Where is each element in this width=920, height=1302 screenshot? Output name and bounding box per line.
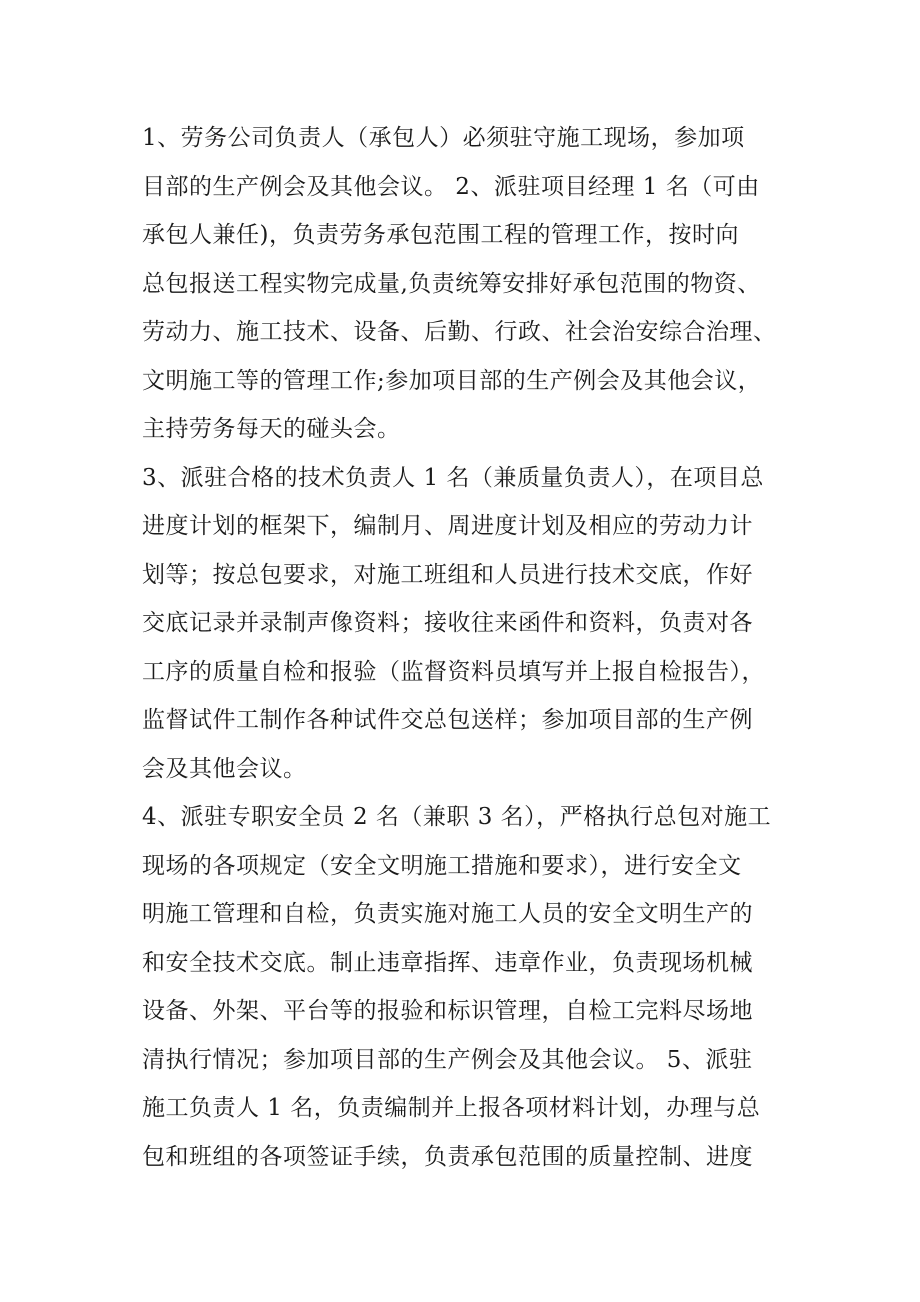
text-line: 包和班组的各项签证手续，负责承包范围的质量控制、进度 [142, 1143, 753, 1170]
text-line: 清执行情况；参加项目部的生产例会及其他会议。 5、派驻 [142, 1046, 753, 1073]
text-line: 设备、外架、平台等的报验和标识管理，自检工完料尽场地 [142, 998, 753, 1024]
text-line: 和安全技术交底。制止违章指挥、违章作业，负责现场机械 [142, 949, 753, 976]
text-line: 1、劳务公司负责人（承包人）必须驻守施工现场，参加项 [142, 125, 745, 151]
text-line: 主持劳务每天的碰头会。 [142, 416, 401, 442]
text-line: 会及其他会议。 [142, 755, 307, 782]
text-line: 3、派驻合格的技术负责人 1 名（兼质量负责人），在项目总 [142, 464, 764, 491]
text-line: 目部的生产例会及其他会议。 2、派驻项目经理 1 名（可由 [142, 173, 760, 200]
text-line: 劳动力、施工技术、设备、后勤、行政、社会治安综合治理、 [142, 319, 777, 345]
text-line: 交底记录并录制声像资料；接收往来函件和资料，负责对各 [142, 610, 753, 636]
text-line: 4、派驻专职安全员 2 名（兼职 3 名），严格执行总包对施工 [142, 804, 772, 830]
text-line: 承包人兼任)，负责劳务承包范围工程的管理工作，按时向 [142, 222, 739, 248]
text-line: 现场的各项规定（安全文明施工措施和要求），进行安全文 [142, 852, 742, 879]
body-text [142, 114, 802, 1181]
text-line: 施工负责人 1 名，负责编制并上报各项材料计划，办理与总 [142, 1095, 761, 1121]
text-line: 进度计划的框架下，编制月、周进度计划及相应的劳动力计 [142, 513, 753, 539]
text-line: 划等；按总包要求，对施工班组和人员进行技术交底，作好 [142, 561, 753, 588]
text-line: 明施工管理和自检，负责实施对施工人员的安全文明生产的 [142, 901, 753, 927]
text-line: 文明施工等的管理工作;参加项目部的生产例会及其他会议， [142, 367, 762, 394]
text-line: 工序的质量自检和报验（监督资料员填写并上报自检报告）， [142, 658, 765, 685]
text-line: 监督试件工制作各种试件交总包送样；参加项目部的生产例 [142, 707, 753, 733]
text-line: 总包报送工程实物完成量,负责统筹安排好承包范围的物资、 [142, 270, 761, 297]
